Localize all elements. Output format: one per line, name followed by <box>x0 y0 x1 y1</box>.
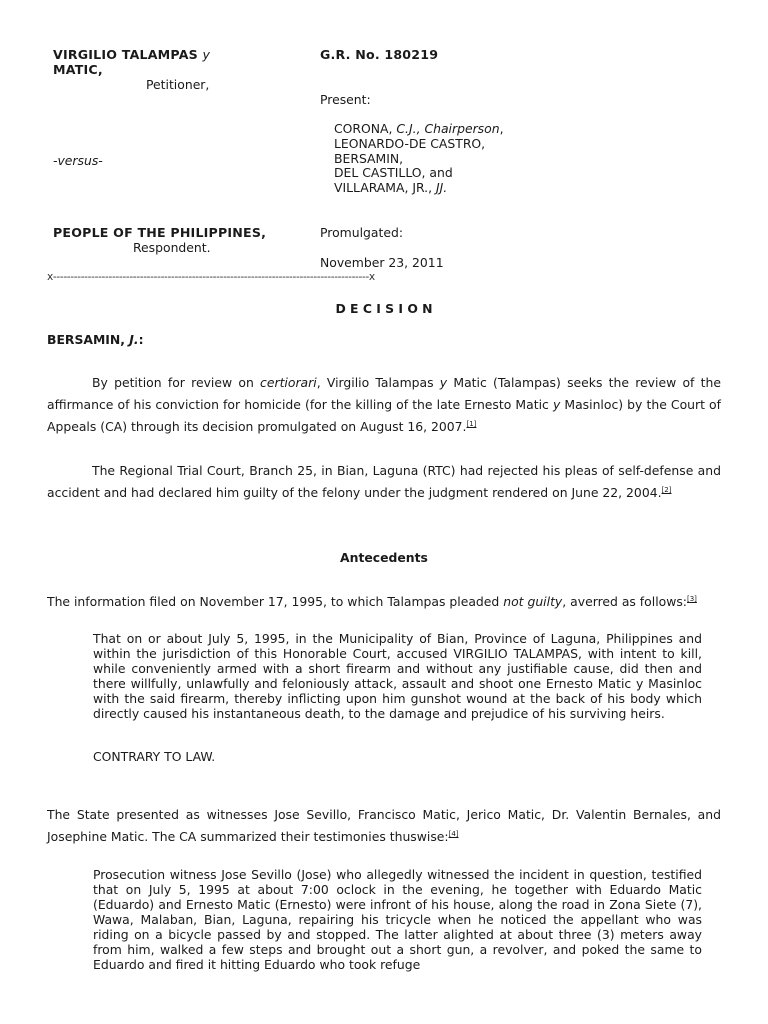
justice-1: CORONA, C.J., Chairperson, <box>334 121 504 136</box>
petitioner-role: Petitioner, <box>146 77 210 92</box>
caption-divider: x-------------------------------------------------------------------------------------------x <box>47 271 375 283</box>
versus-label: -versus- <box>53 153 103 168</box>
paragraph-1: By petition for review on certiorari, Virgilio Talampas y Matic (Talampas) seeks the review of the affirmance of his conviction for homicide (for the killing of the late Ernesto Matic y Masinloc) by the Court of Appeals (CA) through its decision promulgated on August 16, 2007.[1] <box>47 375 721 434</box>
respondent-role: Respondent. <box>133 240 211 255</box>
information-quote: That on or about July 5, 1995, in the Municipality of Bian, Province of Laguna, Philippines and within the jurisdiction of this Honorable Court, accused VIRGILIO TALAMPAS, with intent to kill, while conveniently armed with a short firearm and without any justifiable cause, did then and there willfully, unlawfully and feloniously attack, assault and shoot one Ernesto Matic y Masinloc with the said firearm, thereby inflicting upon him gunshot wound at the back of his body which directly caused his instantaneous death, to the damage and prejudice of his surviving heirs. <box>93 631 702 721</box>
promulgated-date: November 23, 2011 <box>320 255 444 270</box>
paragraph-4: The State presented as witnesses Jose Sevillo, Francisco Matic, Jerico Matic, Dr. Valentin Bernales, and Josephine Matic. The CA summarized their testimonies thuswise:[4] <box>47 807 721 844</box>
ponente: BERSAMIN, J.: <box>47 332 144 347</box>
antecedents-heading: Antecedents <box>340 550 428 565</box>
respondent-name: PEOPLE OF THE PHILIPPINES, <box>53 225 267 240</box>
footnote-2-link[interactable]: [2] <box>661 485 672 494</box>
paragraph-3: The information filed on November 17, 1995, to which Talampas pleaded not guilty, averred as follows:[3] <box>47 594 697 609</box>
petitioner-name-line2: MATIC, <box>53 62 103 77</box>
justice-2: LEONARDO-DE CASTRO, <box>334 135 486 151</box>
justice-3: BERSAMIN, <box>334 150 404 166</box>
footnote-4-link[interactable]: [4] <box>448 829 459 838</box>
justice-5: VILLARAMA, JR., JJ. <box>334 180 448 196</box>
justice-4: DEL CASTILLO, and <box>334 165 453 181</box>
justices-list <box>334 122 504 196</box>
present-label: Present: <box>320 92 371 107</box>
contrary-to-law: CONTRARY TO LAW. <box>93 749 216 764</box>
footnote-3-link[interactable]: [3] <box>686 594 697 603</box>
petitioner-name: VIRGILIO TALAMPAS y <box>53 47 211 62</box>
paragraph-2: The Regional Trial Court, Branch 25, in Bian, Laguna (RTC) had rejected his pleas of self-defense and accident and had declared him guilty of the felony under the judgment rendered on June 22, 2004.[2] <box>47 463 721 500</box>
testimony-quote: Prosecution witness Jose Sevillo (Jose) who allegedly witnessed the incident in question, testified that on July 5, 1995 at about 7:00 oclock in the evening, he together with Eduardo Matic (Eduardo) and Ernesto Matic (Ernesto) were infront of his house, along the road in Zona Siete (7), Wawa, Malaban, Bian, Laguna, repairing his tricycle when he noticed the appellant who was riding on a bicycle passed by and stopped. The latter alighted at about three (3) meters away from him, walked a few steps and brought out a short gun, a revolver, and poked the same to Eduardo and fired it hitting Eduardo who took refuge <box>93 867 702 972</box>
footnote-1-link[interactable]: [1] <box>466 419 477 428</box>
promulgated-label: Promulgated: <box>320 225 404 240</box>
gr-number: G.R. No. 180219 <box>320 47 439 62</box>
decision-title: D E C I S I O N <box>335 301 433 316</box>
